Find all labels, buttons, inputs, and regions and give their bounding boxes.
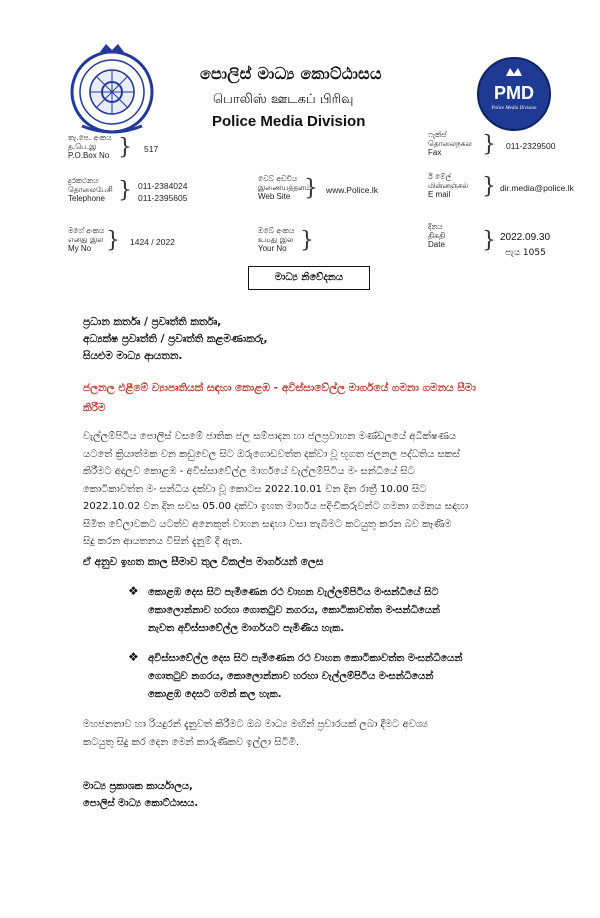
brace: } [482, 174, 496, 199]
your-number-label: ඔබේ අංකය உமது இல Your No [258, 226, 295, 253]
time-value: පැය 1055 [505, 248, 546, 258]
pobox-value: 517 [144, 144, 159, 154]
addressee-line: සියළුම මාධ්‍ය ආයතන. [83, 350, 183, 362]
telephone-label: දුරකථනය தொலைபேசி Telephone [68, 176, 113, 203]
addressee-line: අධ්‍යක්ෂ ප්‍රවෘත්ති / ප්‍රවෘත්ති කළමණාකරු, [83, 333, 268, 345]
header-title-english: Police Media Division [212, 113, 366, 130]
addressee-line: ප්‍රධාන කර්තෘ / ප්‍රවෘත්ති කර්තෘ, [83, 316, 222, 328]
notice-title: මාධ්‍ය නිවේදනය [248, 266, 370, 290]
alternative-routes-heading: ඒ අනුව ඉහත කාල සීමාව තුල විකල්ප මාර්ගයන් ලෙස [83, 556, 324, 568]
pmd-logo-text: PMD [494, 83, 534, 103]
website-value: www.Police.lk [326, 185, 378, 195]
closing-paragraph: මහජනතාව හා රියදුරන් දැනුවත් කිරීමට ඔබ මාධ්‍ය මඟින් ප්‍රචාරයක් ලබා දීමට අවශ්‍ය කටයුතු සිදු කර දෙන මෙන් කාරුණිකව ඉල්ලා සිටිමි. [83, 719, 429, 748]
header-title-sinhala: පොලිස් මාධ්‍ය කොට්ඨාසය [200, 64, 382, 83]
date-value: 2022.09.30 [500, 232, 551, 243]
police-crest-logo [62, 38, 162, 138]
subject-heading [83, 378, 523, 418]
subject-line: කිරීම [83, 402, 106, 414]
my-number-label: මගේ අංකය எனது இல My No [68, 226, 105, 253]
diamond-bullet-icon: ❖ [128, 584, 139, 598]
brace: } [118, 178, 132, 203]
pmd-logo [476, 56, 552, 132]
brace: } [106, 228, 120, 253]
diamond-bullet-icon: ❖ [128, 650, 139, 664]
bullet-item: අවිස්සාවේල්ල දෙස සිට පැමිණෙන රථ වාහන කොටිකාවත්ත මංසන්ධියෙන් ගොතටුව නගරය, කොලොන්නාව හරහා වැල්ලම්පිටිය මංසන්ධියෙන් කොළඹ දෙසට ගමන් කල හැක. [148, 653, 463, 700]
fax-label: ෆැක්ස් தொலைநகல Fax [428, 130, 472, 157]
header-title-tamil: பொலிஸ் ஊடகப் பிரிவு [213, 92, 354, 107]
brace: } [304, 176, 318, 201]
brace: } [482, 228, 496, 253]
pobox-label: තැ.පෙ. අංකය த.பெ.இ P.O.Box No [68, 133, 112, 160]
signature-line: මාධ්‍ය ප්‍රකාශක කාර්යාලය, [83, 781, 193, 792]
brace: } [300, 228, 314, 253]
body-paragraph: වැල්ලම්පිටිය පොලිස් වසමේ ජාතික ජල සම්පාදන හා ජලප්‍රවාහන මණ්ඩලයේ අධීක්ෂණය යටතේ ක්‍රියාත්මක වන කඩුවෙල සිට ඔරුගොඩවත්ත දක්වා වූ භූගත ජලනල පද්ධතිය සකස් කිරීමට අදාලව කොළඹ - අවිස්සාවේල්ල මාර්ගයේ වැල්ලම්පිටිය මං සන්ධියේ සිට කොටිකාවත්ත මං සන්ධිය දක්වා වූ කොටස 2022.10.01 වන දින රාත්‍රී 10.00 සිට 2022.10.02 වන දින සවස 05.00 දක්වා ඉහත මාර්ගය පදිංචිකරුවන්ට ගමනා ගමනය සඳහා සීමිත වේලාවකට යටත්ව අනෙකුත් වාහන සඳහා වසා තැබීමට කටයුතු කරන බව කෑණිම සිදු කරන ආයතනය විසින් දැනුම් දී ඇත. [83, 431, 469, 547]
my-number-value: 1424 / 2022 [130, 237, 175, 247]
pmd-logo-subtext: Police Media Division [491, 106, 537, 111]
date-label: දිනය திகதி Date [428, 222, 446, 249]
website-label: වෙබ් අඩවිය இணையத்தளம் Web Site [258, 174, 311, 201]
email-value: dir.media@police.lk [500, 183, 574, 193]
subject-line: ජලනල එළීමේ ව්‍යාපෘතියක් සඳහා කොළඹ - අවිස්සාවේල්ල මාර්ගයේ ගමනා ගමනය සීමා [83, 382, 476, 394]
telephone-value: 011-2384024 011-2395605 [138, 181, 188, 203]
bullet-item: කොළඹ දෙස සිට පැමිණෙන රථ වාහන වැල්ලම්පිටිය මංසන්ධියේ සිට කොලොන්නාව හරහා ගොතටුව නගරය, කොටිකාවත්ත මංසන්ධියෙන් නැවත අවිස්සාවේල්ල මාර්ගයට පැමිණිය හැක. [148, 587, 441, 634]
email-label: ඊ මේල් மின்னஞ்சல் E mail [428, 172, 469, 199]
brace: } [118, 135, 132, 160]
signature-line: පොලිස් මාධ්‍ය කොට්ඨාසය. [83, 798, 199, 809]
fax-value: 011-2329500 [506, 141, 556, 151]
brace: } [482, 132, 496, 157]
